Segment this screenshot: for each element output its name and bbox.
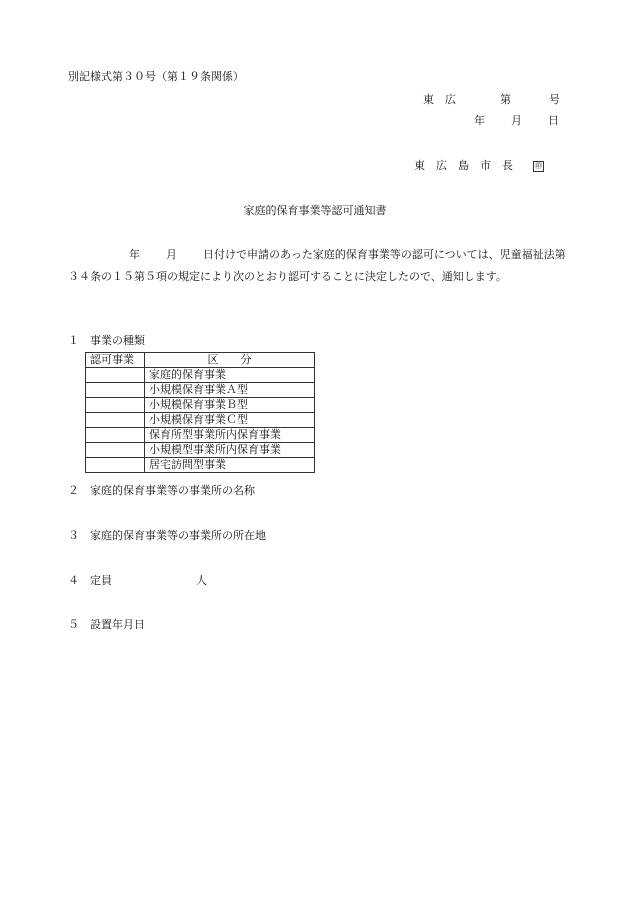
document-title: 家庭的保育事業等認可通知書 xyxy=(243,204,387,217)
section-label: 設置年月日 xyxy=(90,618,145,631)
section-3 xyxy=(68,529,266,543)
table-header-cell: 認可事業 xyxy=(86,353,145,368)
date-line xyxy=(474,114,559,128)
number-dai: 第 xyxy=(500,93,511,106)
table-row xyxy=(86,398,315,413)
body-text: 日付けで申請のあった家庭的保育事業等の認可については、児童福祉法第３４条の１５第５項の規定により次のとおり認可することに決定したので、通知します。 xyxy=(68,248,566,283)
approval-mark-cell[interactable] xyxy=(86,398,145,413)
table-row xyxy=(86,383,315,398)
category-cell: 保育所型事業所内保育事業 xyxy=(145,428,315,443)
section-number: １ xyxy=(68,334,79,347)
table-row xyxy=(86,413,315,428)
date-day: 日 xyxy=(548,114,559,127)
section-5 xyxy=(68,618,145,632)
mayor-title: 東 広 島 市 長 xyxy=(414,159,513,172)
section-number: ２ xyxy=(68,484,79,497)
table-header-row xyxy=(86,353,315,368)
date-year: 年 xyxy=(474,114,485,127)
approval-mark-cell[interactable] xyxy=(86,413,145,428)
section-label: 家庭的保育事業等の事業所の名称 xyxy=(90,484,255,497)
approval-mark-cell[interactable] xyxy=(86,458,145,473)
date-month: 月 xyxy=(511,114,522,127)
section-1 xyxy=(68,334,145,348)
section-2 xyxy=(68,484,255,498)
form-label: 別記様式第３０号（第１９条関係） xyxy=(68,70,244,83)
seal-icon: ㊞ xyxy=(535,161,542,170)
section-4 xyxy=(68,574,207,588)
category-cell: 小規模保育事業Ａ型 xyxy=(145,383,315,398)
document-number-line xyxy=(423,93,560,107)
body-year: 年 xyxy=(129,248,140,261)
category-cell: 小規模保育事業Ｃ型 xyxy=(145,413,315,428)
table-row xyxy=(86,368,315,383)
number-go: 号 xyxy=(549,93,560,106)
business-type-table xyxy=(85,352,315,473)
category-cell: 小規模型事業所内保育事業 xyxy=(145,443,315,458)
office-prefix: 東 広 xyxy=(423,93,456,106)
category-cell: 家庭的保育事業 xyxy=(145,368,315,383)
table-row xyxy=(86,443,315,458)
approval-mark-cell[interactable] xyxy=(86,368,145,383)
section-number: ５ xyxy=(68,618,79,631)
mayor-line xyxy=(414,159,544,173)
category-cell: 小規模保育事業Ｂ型 xyxy=(145,398,315,413)
table-row xyxy=(86,458,315,473)
category-cell: 居宅訪問型事業 xyxy=(145,458,315,473)
section-label: 家庭的保育事業等の事業所の所在地 xyxy=(90,529,266,542)
body-paragraph xyxy=(68,244,574,288)
section-label: 定員 xyxy=(90,574,112,587)
section-label: 事業の種類 xyxy=(90,334,145,347)
body-month: 月 xyxy=(166,248,177,261)
section-number: ３ xyxy=(68,529,79,542)
approval-mark-cell[interactable] xyxy=(86,443,145,458)
approval-mark-cell[interactable] xyxy=(86,383,145,398)
table-row xyxy=(86,428,315,443)
table-header-cell: 区 分 xyxy=(145,353,315,368)
capacity-unit: 人 xyxy=(196,574,207,587)
section-number: ４ xyxy=(68,574,79,587)
approval-mark-cell[interactable] xyxy=(86,428,145,443)
